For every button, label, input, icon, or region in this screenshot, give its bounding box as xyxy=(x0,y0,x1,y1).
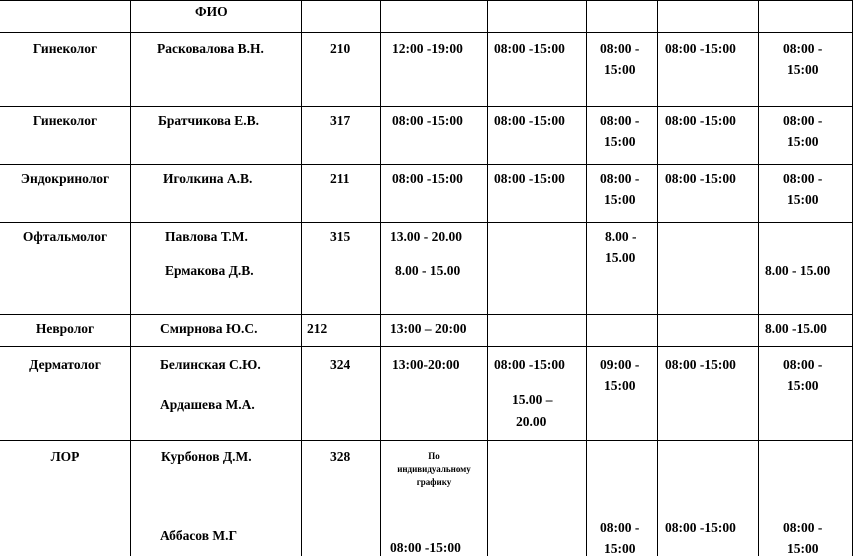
column-border xyxy=(301,0,302,556)
hours-cell: 08:00 -15:00 xyxy=(390,540,461,555)
hours-cell: 08:00 -15:00 xyxy=(665,171,736,186)
hours-cell: 15:00 xyxy=(787,192,819,207)
hours-cell: 15:00 xyxy=(787,541,819,556)
column-border xyxy=(586,0,587,556)
column-border xyxy=(130,0,131,556)
hours-cell: 15:00 xyxy=(604,62,636,77)
hours-cell: 8.00 -15.00 xyxy=(765,321,827,336)
hours-cell: 8.00 - xyxy=(605,229,637,244)
specialty-cell: Гинеколог xyxy=(32,41,98,56)
hours-cell: 15.00 – xyxy=(512,392,553,407)
doctor-name: Курбонов Д.М. xyxy=(161,449,252,464)
hours-cell: 15:00 xyxy=(604,192,636,207)
row-border xyxy=(0,440,853,441)
hours-cell: 08:00 -15:00 xyxy=(392,171,463,186)
specialty-cell: Эндокринолог xyxy=(20,171,110,186)
hours-cell: 15:00 xyxy=(604,378,636,393)
column-border xyxy=(487,0,488,556)
hours-note: По xyxy=(428,451,440,461)
room-number: 212 xyxy=(307,321,328,336)
room-number: 211 xyxy=(330,171,350,186)
hours-cell: 08:00 -15:00 xyxy=(494,357,565,372)
hours-cell: 15:00 xyxy=(604,541,636,556)
hours-note: графику xyxy=(416,477,452,487)
hours-cell: 15:00 xyxy=(787,378,819,393)
row-border xyxy=(0,222,853,223)
hours-cell: 13:00 – 20:00 xyxy=(390,321,467,336)
row-border xyxy=(0,346,853,347)
hours-cell: 13:00-20:00 xyxy=(392,357,460,372)
specialty-cell: Гинеколог xyxy=(32,113,98,128)
hours-cell: 08:00 -15:00 xyxy=(494,113,565,128)
row-border xyxy=(0,314,853,315)
doctor-name: Аббасов М.Г xyxy=(160,528,238,543)
doctor-name: Иголкина А.В. xyxy=(163,171,253,186)
hours-cell: 08:00 -15:00 xyxy=(494,171,565,186)
column-border xyxy=(657,0,658,556)
header-fio: ФИО xyxy=(195,4,228,19)
hours-cell: 08:00 - xyxy=(600,113,640,128)
hours-cell: 12:00 -19:00 xyxy=(392,41,463,56)
doctor-name: Ардашева М.А. xyxy=(160,397,255,412)
room-number: 210 xyxy=(330,41,351,56)
hours-cell: 08:00 -15:00 xyxy=(665,520,736,535)
row-border xyxy=(0,164,853,165)
hours-cell: 8.00 - 15.00 xyxy=(765,263,831,278)
hours-cell: 08:00 - xyxy=(783,171,823,186)
hours-cell: 20.00 xyxy=(516,414,547,429)
row-border xyxy=(0,106,853,107)
hours-cell: 08:00 -15:00 xyxy=(665,357,736,372)
room-number: 324 xyxy=(330,357,351,372)
hours-cell: 08:00 -15:00 xyxy=(665,41,736,56)
doctor-name: Смирнова Ю.С. xyxy=(160,321,258,336)
hours-cell: 08:00 -15:00 xyxy=(494,41,565,56)
hours-cell: 8.00 - 15.00 xyxy=(395,263,461,278)
hours-cell: 15:00 xyxy=(787,62,819,77)
hours-cell: 09:00 - xyxy=(600,357,640,372)
hours-cell: 08:00 -15:00 xyxy=(665,113,736,128)
room-number: 315 xyxy=(330,229,351,244)
doctor-name: Белинская С.Ю. xyxy=(160,357,261,372)
doctor-name: Ермакова Д.В. xyxy=(165,263,254,278)
hours-cell: 08:00 -15:00 xyxy=(392,113,463,128)
hours-cell: 08:00 - xyxy=(600,171,640,186)
hours-cell: 15:00 xyxy=(787,134,819,149)
hours-note: индивидуальному xyxy=(397,464,471,474)
hours-cell: 13.00 - 20.00 xyxy=(390,229,462,244)
room-number: 328 xyxy=(330,449,351,464)
doctor-name: Братчикова Е.В. xyxy=(158,113,260,128)
hours-cell: 08:00 - xyxy=(783,41,823,56)
hours-cell: 15:00 xyxy=(604,134,636,149)
row-border xyxy=(0,0,853,1)
specialty-cell: Офтальмолог xyxy=(22,229,108,244)
hours-cell: 08:00 - xyxy=(600,41,640,56)
specialty-cell: ЛОР xyxy=(50,449,80,464)
hours-cell: 08:00 - xyxy=(600,520,640,535)
room-number: 317 xyxy=(330,113,351,128)
hours-cell: 08:00 - xyxy=(783,357,823,372)
specialty-cell: Дерматолог xyxy=(29,357,101,372)
doctor-name: Расковалова В.Н. xyxy=(157,41,264,56)
doctor-name: Павлова Т.М. xyxy=(165,229,248,244)
column-border xyxy=(380,0,381,556)
hours-cell: 08:00 - xyxy=(783,113,823,128)
column-border xyxy=(758,0,759,556)
row-border xyxy=(0,32,853,33)
specialty-cell: Невролог xyxy=(35,321,95,336)
hours-cell: 15.00 xyxy=(605,250,636,265)
hours-cell: 08:00 - xyxy=(783,520,823,535)
